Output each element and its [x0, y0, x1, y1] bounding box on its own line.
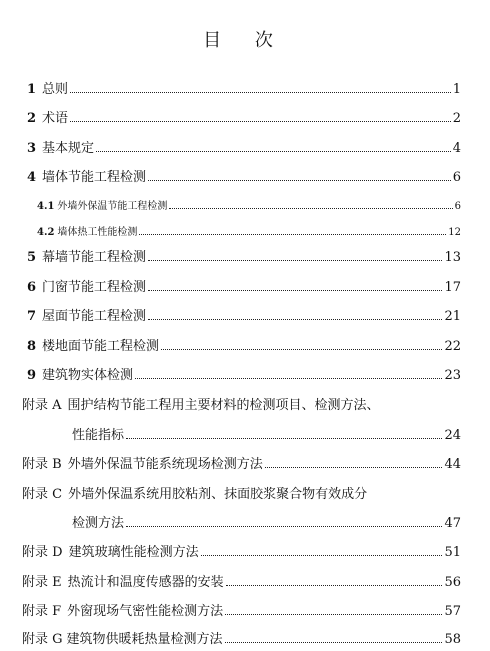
toc-title: 墙体节能工程检测	[42, 170, 147, 185]
toc-title: 建筑物供暖耗热量检测方法	[66, 632, 223, 647]
leader-dots	[225, 613, 442, 615]
leader-dots	[139, 233, 446, 235]
toc-entry-appendix-e[interactable]	[22, 571, 461, 590]
toc-title: 楼地面节能工程检测	[42, 339, 160, 354]
toc-page: 47	[444, 516, 461, 531]
toc-entry-9[interactable]	[27, 364, 461, 383]
toc-number: 附录 E	[22, 575, 62, 590]
toc-number: 3	[27, 141, 37, 156]
toc-title: 建筑物实体检测	[42, 368, 134, 383]
leader-dots	[135, 377, 442, 379]
toc-entry-appendix-g[interactable]	[22, 628, 461, 647]
toc-entry-8[interactable]	[27, 335, 461, 354]
toc-entry-appendix-b[interactable]	[22, 453, 461, 472]
toc-number: 1	[27, 82, 37, 97]
toc-page: 13	[444, 250, 461, 265]
toc-page: 51	[444, 545, 461, 560]
toc-number: 7	[27, 309, 37, 324]
toc-page: 1	[452, 82, 461, 97]
toc-entry-appendix-c[interactable]	[22, 483, 456, 502]
toc-entry-5[interactable]	[27, 246, 461, 265]
toc-page: 4	[452, 141, 461, 156]
leader-dots	[70, 120, 451, 122]
toc-title: 外墙外保温节能工程检测	[57, 201, 168, 212]
toc-page: 57	[444, 604, 461, 619]
toc-number: 附录 C	[22, 487, 63, 502]
leader-dots	[201, 554, 443, 556]
leader-dots	[169, 207, 452, 209]
toc-title-continuation: 性能指标	[72, 428, 125, 443]
leader-dots	[126, 525, 442, 527]
toc-number: 9	[27, 368, 37, 383]
toc-page: 58	[444, 632, 461, 647]
toc-number: 4.1	[37, 201, 55, 212]
toc-entry-appendix-d[interactable]	[22, 541, 461, 560]
toc-page: 22	[444, 339, 461, 354]
toc-title: 建筑玻璃性能检测方法	[68, 545, 199, 560]
leader-dots	[225, 641, 443, 643]
toc-entry-4-1[interactable]	[37, 197, 461, 212]
leader-dots	[161, 348, 442, 350]
toc-title: 外窗现场气密性能检测方法	[67, 604, 224, 619]
toc-number: 附录 G	[22, 632, 63, 647]
toc-entry-6[interactable]	[27, 276, 461, 295]
toc-number: 5	[27, 250, 37, 265]
toc-title: 门窗节能工程检测	[42, 280, 147, 295]
toc-entry-7[interactable]	[27, 305, 461, 324]
toc-title: 幕墙节能工程检测	[42, 250, 147, 265]
toc-page: 2	[452, 111, 461, 126]
toc-page: 6	[454, 201, 461, 212]
toc-number: 附录 A	[22, 398, 62, 413]
toc-page: 17	[444, 280, 461, 295]
toc-title: 基本规定	[42, 141, 95, 156]
toc-number: 附录 B	[22, 457, 62, 472]
toc-page: 24	[444, 428, 461, 443]
toc-page: 44	[444, 457, 461, 472]
toc-entry-1[interactable]	[27, 78, 461, 97]
toc-entry-4[interactable]	[27, 166, 461, 185]
toc-title: 外墙外保温系统用胶粘剂、抹面胶浆聚合物有效成分	[68, 487, 368, 502]
toc-number: 附录 F	[22, 604, 62, 619]
toc-entry-4-2[interactable]	[37, 223, 461, 238]
toc-entry-appendix-a[interactable]	[22, 394, 456, 413]
leader-dots	[96, 150, 451, 152]
toc-page: 6	[452, 170, 461, 185]
toc-title: 屋面节能工程检测	[42, 309, 147, 324]
leader-dots	[126, 437, 442, 439]
toc-page: 21	[444, 309, 461, 324]
leader-dots	[148, 259, 442, 261]
toc-title: 围护结构节能工程用主要材料的检测项目、检测方法、	[67, 398, 380, 413]
toc-title: 术语	[42, 111, 69, 126]
toc-page: 56	[444, 575, 461, 590]
toc-title: 热流计和温度传感器的安装	[67, 575, 224, 590]
toc-number: 6	[27, 280, 37, 295]
page-title: 目 次	[203, 30, 287, 51]
toc-number: 4	[27, 170, 37, 185]
leader-dots	[265, 466, 443, 468]
toc-entry-appendix-f[interactable]	[22, 600, 461, 619]
toc-number: 附录 D	[22, 545, 63, 560]
toc-entry-3[interactable]	[27, 137, 461, 156]
toc-number: 8	[27, 339, 37, 354]
leader-dots	[226, 584, 443, 586]
toc-title: 外墙外保温节能系统现场检测方法	[67, 457, 263, 472]
toc-number: 2	[27, 111, 37, 126]
toc-page: 12	[448, 227, 461, 238]
toc-title-continuation: 检测方法	[72, 516, 125, 531]
leader-dots	[148, 179, 451, 181]
toc-entry-2[interactable]	[27, 107, 461, 126]
toc-title: 墙体热工性能检测	[57, 227, 138, 238]
leader-dots	[148, 318, 442, 320]
toc-title: 总则	[42, 82, 69, 97]
toc-entry-appendix-a-cont[interactable]	[72, 424, 461, 443]
toc-number: 4.2	[37, 227, 55, 238]
leader-dots	[148, 289, 442, 291]
toc-entry-appendix-c-cont[interactable]	[72, 512, 461, 531]
leader-dots	[70, 91, 451, 93]
toc-page: 23	[444, 368, 461, 383]
